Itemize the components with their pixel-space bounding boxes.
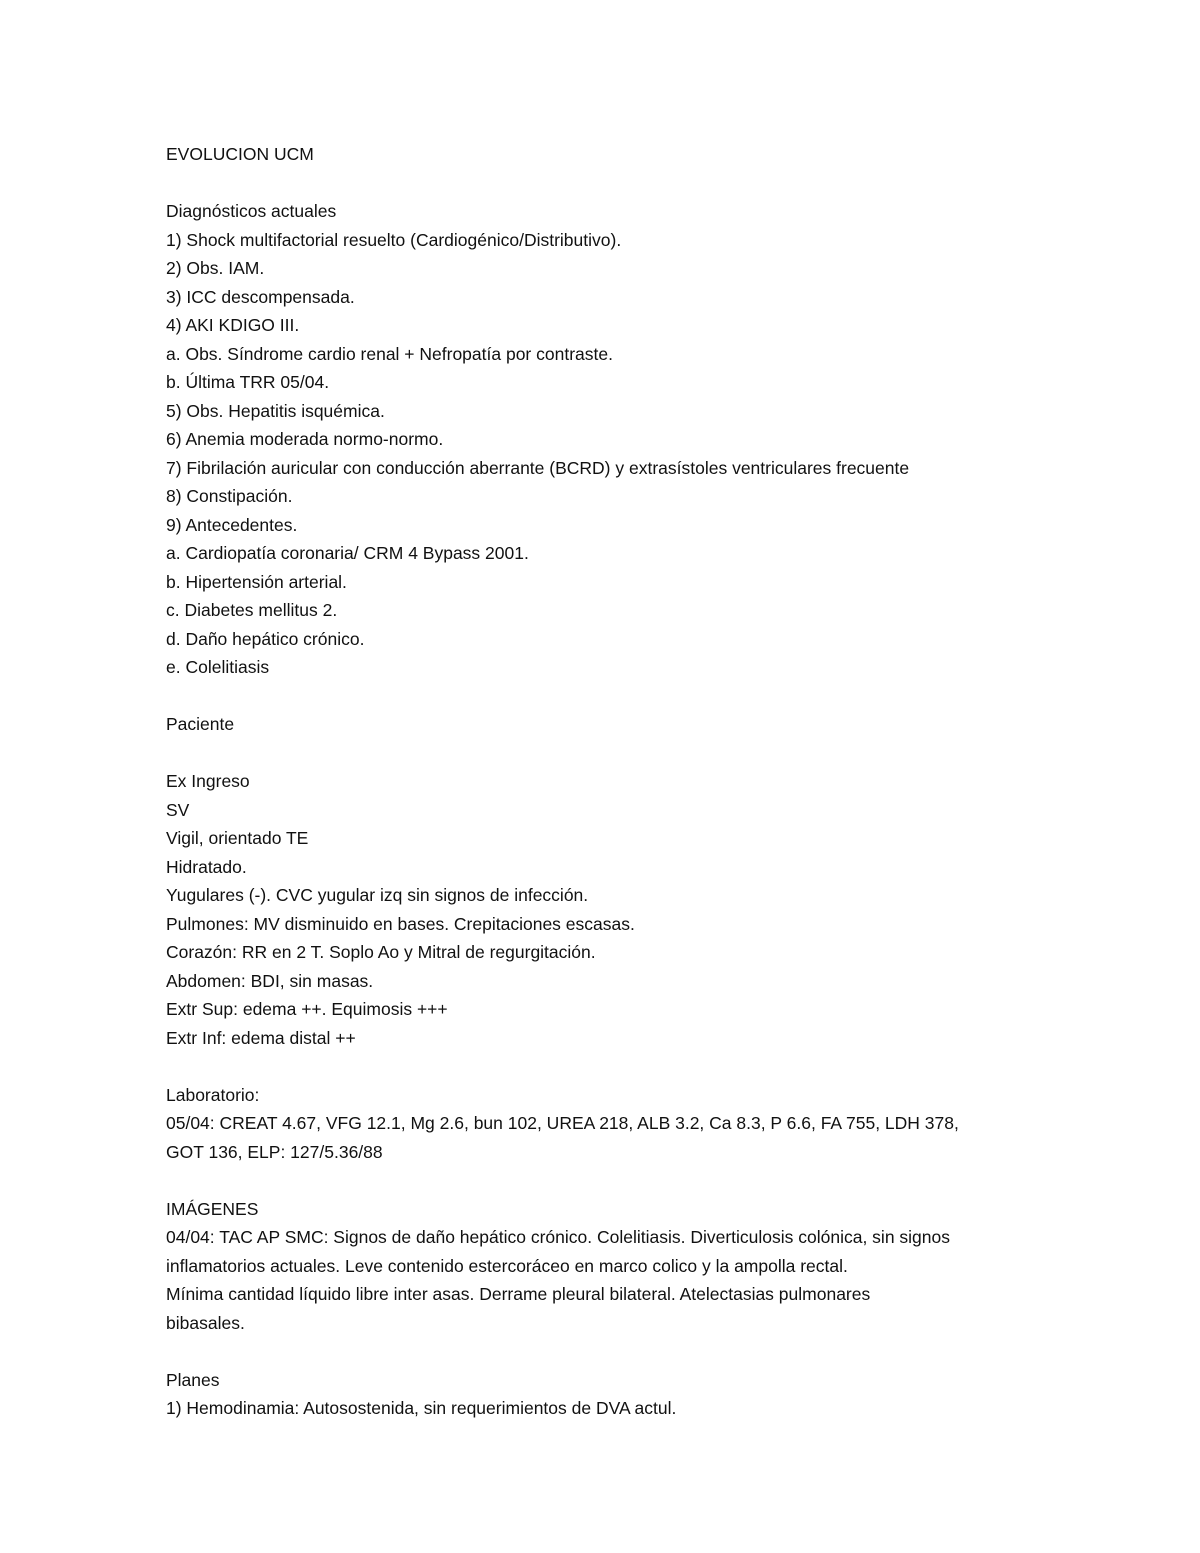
exam-item: Corazón: RR en 2 T. Soplo Ao y Mitral de regurgitación. (166, 942, 596, 962)
diagnosis-subitem: a. Cardiopatía coronaria/ CRM 4 Bypass 2001. (166, 543, 529, 563)
plan-item: 1) Hemodinamia: Autosostenida, sin requerimientos de DVA actul. (166, 1398, 677, 1418)
exam-item: Yugulares (-). CVC yugular izq sin signos de infección. (166, 885, 589, 905)
diagnosis-item: 4) AKI KDIGO III. (166, 315, 300, 335)
spacer (166, 1052, 1066, 1081)
exam-item: Hidratado. (166, 856, 247, 877)
diagnosis-item: 2) Obs. IAM. (166, 258, 265, 278)
exam-item: Pulmones: MV disminuido en bases. Crepitaciones escasas. (166, 913, 635, 934)
imaging-line: 04/04: TAC AP SMC: Signos de daño hepático crónico. Colelitiasis. Diverticulosis colónica, sin signos (166, 1227, 951, 1247)
diagnosis-subitem: b. Última TRR 05/04. (166, 372, 330, 392)
plans-heading: Planes (166, 1369, 220, 1390)
document-body (166, 140, 1066, 1423)
lab-line: GOT 136, ELP: 127/5.36/88 (166, 1141, 383, 1162)
imaging-line: inflamatorios actuales. Leve contenido estercoráceo en marco colico y la ampolla rectal. (166, 1255, 848, 1276)
diagnosis-subitem: c. Diabetes mellitus 2. (166, 600, 338, 620)
exam-item: Extr Inf: edema distal ++ (166, 1027, 356, 1048)
imaging-line: Mínima cantidad líquido libre inter asas. Derrame pleural bilateral. Atelectasias pulmonares (166, 1284, 871, 1304)
exam-heading: Ex Ingreso (166, 771, 250, 791)
diagnoses-heading: Diagnósticos actuales (166, 201, 337, 221)
diagnoses-list (166, 226, 1066, 682)
imaging-report (166, 1223, 1066, 1337)
diagnosis-subitem: e. Colelitiasis (166, 657, 270, 677)
spacer (166, 169, 1066, 198)
document-title: EVOLUCION UCM (166, 144, 314, 164)
lab-heading: Laboratorio: (166, 1084, 260, 1105)
diagnosis-subitem: d. Daño hepático crónico. (166, 628, 365, 649)
imaging-line: bibasales. (166, 1312, 245, 1333)
diagnosis-item: 6) Anemia moderada normo-normo. (166, 429, 444, 449)
exam-item: Abdomen: BDI, sin masas. (166, 970, 374, 991)
diagnosis-subitem: a. Obs. Síndrome cardio renal + Nefropatía por contraste. (166, 343, 613, 364)
exam-item: Extr Sup: edema ++. Equimosis +++ (166, 999, 448, 1019)
lab-line: 05/04: CREAT 4.67, VFG 12.1, Mg 2.6, bun 102, UREA 218, ALB 3.2, Ca 8.3, P 6.6, FA 755, LDH 378, (166, 1113, 959, 1133)
patient-heading: Paciente (166, 714, 235, 734)
lab-results (166, 1109, 1066, 1166)
spacer (166, 1337, 1066, 1366)
exam-item: SV (166, 799, 190, 820)
diagnosis-item: 8) Constipación. (166, 486, 293, 506)
diagnosis-item: 7) Fibrilación auricular con conducción aberrante (BCRD) y extrasístoles ventriculares frecuente (166, 457, 910, 478)
diagnosis-item: 5) Obs. Hepatitis isquémica. (166, 400, 385, 421)
spacer (166, 682, 1066, 711)
plans-list (166, 1394, 1066, 1423)
spacer (166, 1166, 1066, 1195)
diagnosis-item: 3) ICC descompensada. (166, 286, 355, 307)
imaging-heading: IMÁGENES (166, 1198, 259, 1219)
diagnosis-subitem: b. Hipertensión arterial. (166, 571, 347, 592)
diagnosis-item: 9) Antecedentes. (166, 514, 298, 535)
exam-list (166, 796, 1066, 1053)
exam-item: Vigil, orientado TE (166, 828, 309, 848)
spacer (166, 739, 1066, 768)
diagnosis-item: 1) Shock multifactorial resuelto (Cardiogénico/Distributivo). (166, 229, 622, 250)
